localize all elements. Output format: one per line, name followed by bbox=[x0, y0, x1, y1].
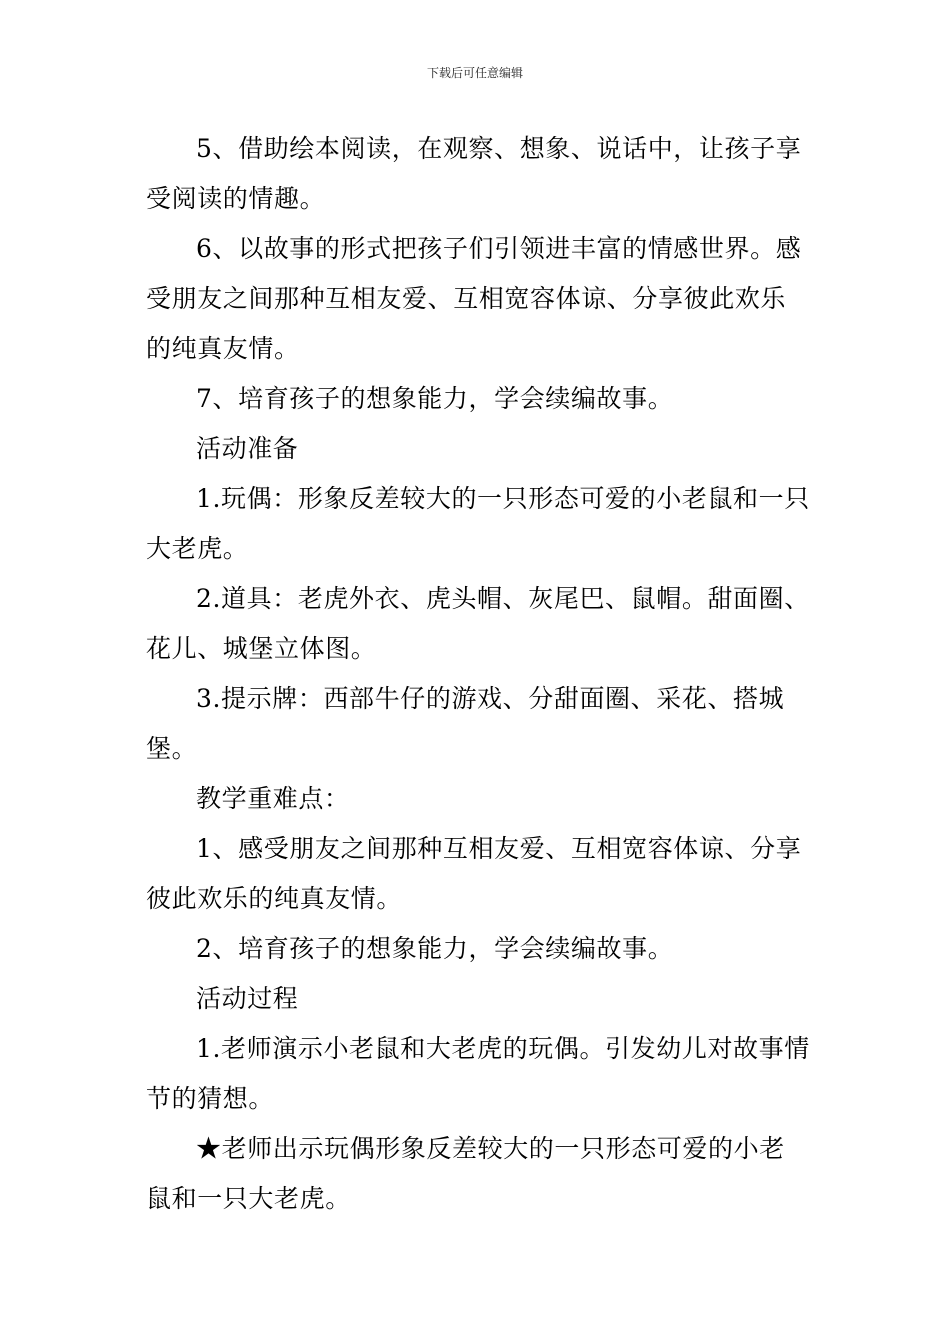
paragraph-goal-5: 5、借助绘本阅读，在观察、想象、说话中，让孩子享受阅读的情趣。 bbox=[146, 134, 802, 213]
section-heading-key-points: 教学重难点： bbox=[196, 784, 350, 813]
paragraph-prep-3: 3.提示牌：西部牛仔的游戏、分甜面圈、采花、搭城堡。 bbox=[146, 684, 785, 763]
paragraph-process-star: ★老师出示玩偶形象反差较大的一只形态可爱的小老鼠和一只大老虎。 bbox=[146, 1134, 785, 1213]
section-heading-preparation: 活动准备 bbox=[196, 434, 299, 463]
paragraph-process-1: 1.老师演示小老鼠和大老虎的玩偶。引发幼儿对故事情节的猜想。 bbox=[146, 1034, 810, 1113]
paragraph-prep-2: 2.道具：老虎外衣、虎头帽、灰尾巴、鼠帽。甜面圈、花儿、城堡立体图。 bbox=[146, 584, 810, 663]
document-body bbox=[146, 124, 810, 1224]
paragraph-key-point-1: 1、感受朋友之间那种互相友爱、互相宽容体谅、分享彼此欢乐的纯真友情。 bbox=[146, 834, 802, 913]
paragraph-goal-7: 7、培育孩子的想象能力，学会续编故事。 bbox=[196, 384, 674, 413]
paragraph-key-point-2: 2、培育孩子的想象能力，学会续编故事。 bbox=[196, 934, 674, 963]
section-heading-process: 活动过程 bbox=[196, 984, 299, 1013]
paragraph-goal-6: 6、以故事的形式把孩子们引领进丰富的情感世界。感受朋友之间那种互相友爱、互相宽容体谅、分享彼此欢乐的纯真友情。 bbox=[146, 234, 802, 363]
page-header-note: 下载后可任意编辑 bbox=[426, 66, 523, 80]
paragraph-prep-1: 1.玩偶：形象反差较大的一只形态可爱的小老鼠和一只大老虎。 bbox=[146, 484, 810, 563]
